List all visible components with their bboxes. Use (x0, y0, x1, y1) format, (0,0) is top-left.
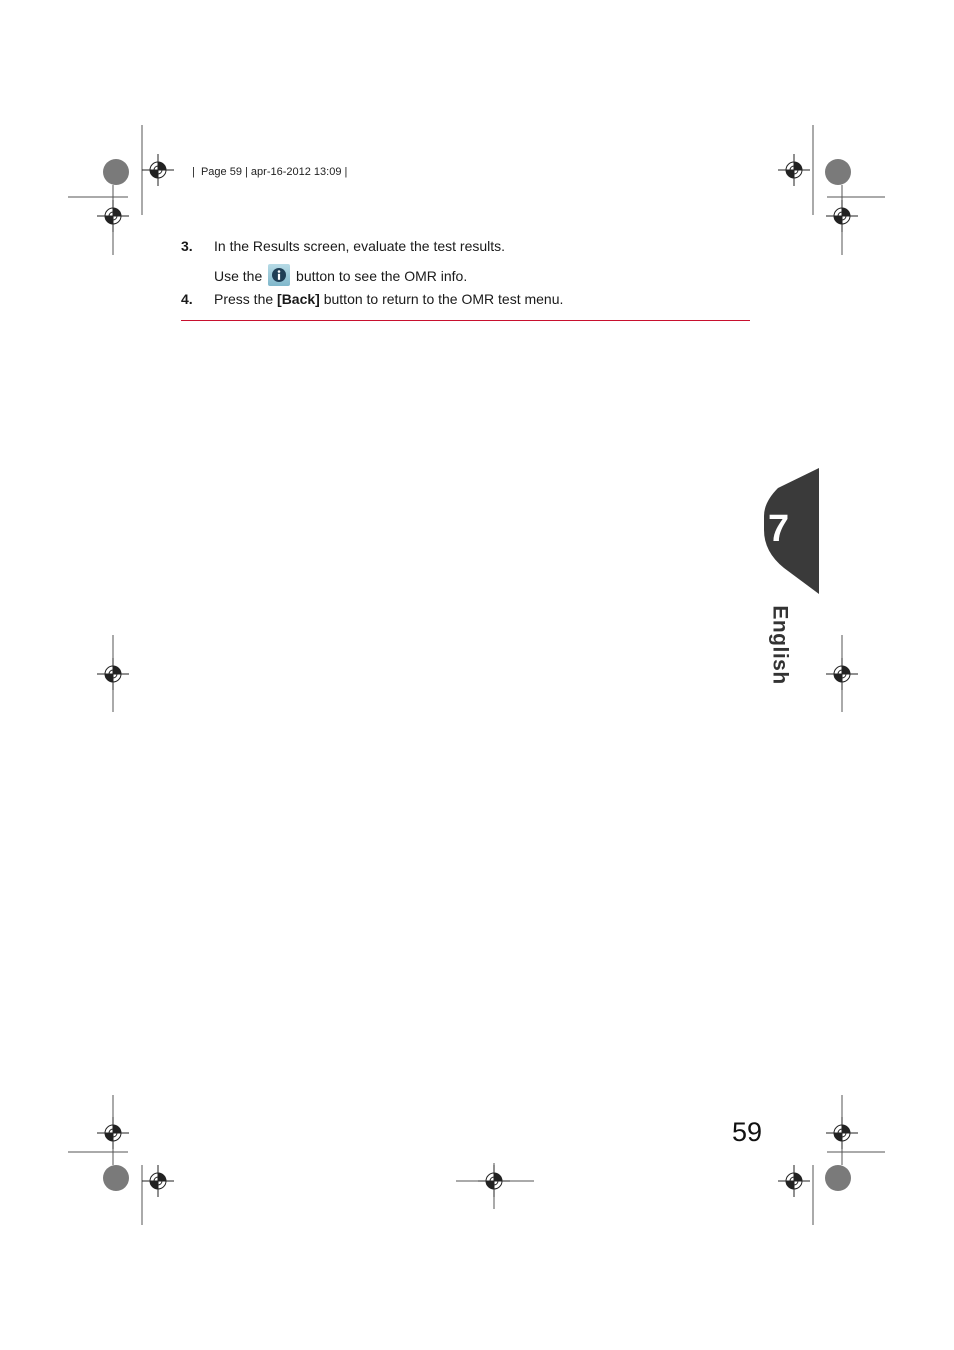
subtext-after: button to see the OMR info. (296, 268, 468, 284)
step-4-text-before: Press the (214, 291, 278, 307)
subtext-before: Use the (214, 268, 263, 284)
info-button (268, 264, 290, 286)
section-divider (181, 320, 750, 321)
language-text: English (769, 605, 792, 685)
step-number: 3. (181, 238, 193, 254)
step-4-text-after: button to return to the OMR test menu. (319, 291, 564, 307)
step-number: 4. (181, 291, 193, 307)
step-3-subtext (214, 264, 467, 286)
info-icon (271, 267, 287, 283)
step-3 (181, 237, 193, 255)
page-number: 59 (732, 1117, 763, 1147)
chapter-number: 7 (768, 508, 790, 550)
print-info-header: | Page 59 | apr-16-2012 13:09 | (192, 166, 348, 178)
step-4 (181, 290, 193, 308)
step-4-text (214, 290, 563, 308)
back-button-label: [Back] (277, 291, 320, 307)
step-3-text: In the Results screen, evaluate the test results. (214, 238, 506, 254)
language-label (755, 600, 805, 690)
